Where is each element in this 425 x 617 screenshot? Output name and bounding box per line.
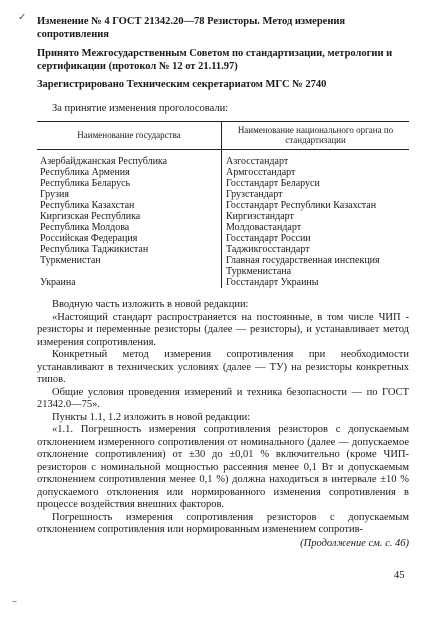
table-row bbox=[37, 189, 409, 200]
states-table-header bbox=[37, 122, 409, 150]
table-row bbox=[37, 178, 409, 189]
standards-body: Госстандарт России bbox=[222, 233, 410, 244]
table-row bbox=[37, 277, 409, 288]
margin-dash-mark: – bbox=[12, 596, 17, 607]
continued-note: (Продолжение см. с. 46) bbox=[300, 537, 409, 549]
adopted-statement: Принято Межгосударственным Советом по стандартизации, метрологии и сертификации (протокол № 12 от 21.11.97) bbox=[37, 48, 393, 72]
state-name: Туркменистан bbox=[40, 255, 101, 266]
table-row bbox=[37, 255, 409, 277]
standards-body: Грузстандарт bbox=[222, 189, 410, 200]
paragraph: Вводную часть изложить в новой редакции: bbox=[52, 299, 249, 310]
standards-body: Киргизстандарт bbox=[222, 211, 410, 222]
state-name: Республика Молдова bbox=[40, 222, 130, 233]
vote-intro: За принятие изменения проголосовали: bbox=[52, 103, 229, 114]
paragraph: Погрешность измерения сопротивления резисторов с допускаемым отклонением сопротивления или нормированным изменением сопротив- bbox=[37, 511, 409, 535]
amendment-title: Изменение № 4 ГОСТ 21342.20—78 Резисторы. Метод измерения сопротивления bbox=[37, 16, 346, 40]
standards-body: Армгосстандарт bbox=[222, 167, 410, 178]
table-row bbox=[37, 244, 409, 255]
states-table bbox=[37, 121, 409, 288]
paragraph: Пункты 1.1, 1.2 изложить в новой редакции: bbox=[52, 411, 251, 423]
state-name: Грузия bbox=[40, 189, 69, 200]
page-number: 45 bbox=[394, 570, 405, 581]
table-row bbox=[37, 150, 409, 168]
state-name: Российская Федерация bbox=[40, 233, 138, 244]
table-row bbox=[37, 211, 409, 222]
table-row bbox=[37, 200, 409, 211]
paragraph: Общие условия проведения измерений и техника безопасности — по ГОСТ 21342.0—75». bbox=[37, 386, 409, 410]
margin-check-mark: ✓ bbox=[18, 12, 27, 23]
state-name: Республика Армения bbox=[40, 167, 130, 178]
state-name: Республика Беларусь bbox=[40, 178, 131, 189]
standards-body: Таджикгосстандарт bbox=[222, 244, 410, 255]
column-header-body: Наименование национального органа по стандартизации bbox=[222, 122, 410, 150]
paragraph: Конкретный метод измерения сопротивления при необходимости устанавливают в технических условиях (далее — ТУ) на резисторы конкретных типов. bbox=[37, 349, 409, 385]
paragraph: «Настоящий стандарт распространяется на постоянные, в том числе ЧИП - резисторы и переменные резисторы (далее — резисторы), и устанавливает метод измерения сопротивления. bbox=[37, 311, 409, 348]
table-row bbox=[37, 233, 409, 244]
standards-body: Госстандарт Украины bbox=[222, 277, 410, 288]
column-header-state: Наименование государства bbox=[37, 122, 222, 150]
state-name: Республика Таджикистан bbox=[40, 244, 149, 255]
standards-body: Госстандарт Беларуси bbox=[222, 178, 410, 189]
state-name: Киргизская Республика bbox=[40, 211, 141, 222]
state-name: Украина bbox=[40, 277, 76, 288]
state-name: Республика Казахстан bbox=[40, 200, 135, 211]
standards-body: Азгосстандарт bbox=[222, 150, 410, 168]
paragraph: «1.1. Погрешность измерения сопротивления резисторов с допускаемым отклонением измеренного сопротивления от номинального (далее — допускаемое отклонение сопротивления) от ±30 до ±0,01 % включительно (кроме ЧИП-резисторов с номинальной мощностью рассеяния менее 0,1 Вт и допускаемым отклонением сопротивления менее 0,1 %) должна находиться в интервале ±10 % допускаемого отклонения или нормированного изменения сопротивления в процессе воздействия внешних факторов. bbox=[37, 424, 409, 510]
table-row bbox=[37, 167, 409, 178]
standards-body: Молдовастандарт bbox=[222, 222, 410, 233]
amendment-body bbox=[37, 299, 409, 550]
standards-body: Главная государственная инспекция Туркменистана bbox=[222, 255, 410, 277]
table-row bbox=[37, 222, 409, 233]
standards-body: Госстандарт Республики Казахстан bbox=[222, 200, 410, 211]
state-name: Азербайджанская Республика bbox=[40, 156, 168, 167]
registration-statement: Зарегистрировано Техническим секретариатом МГС № 2740 bbox=[37, 79, 327, 90]
